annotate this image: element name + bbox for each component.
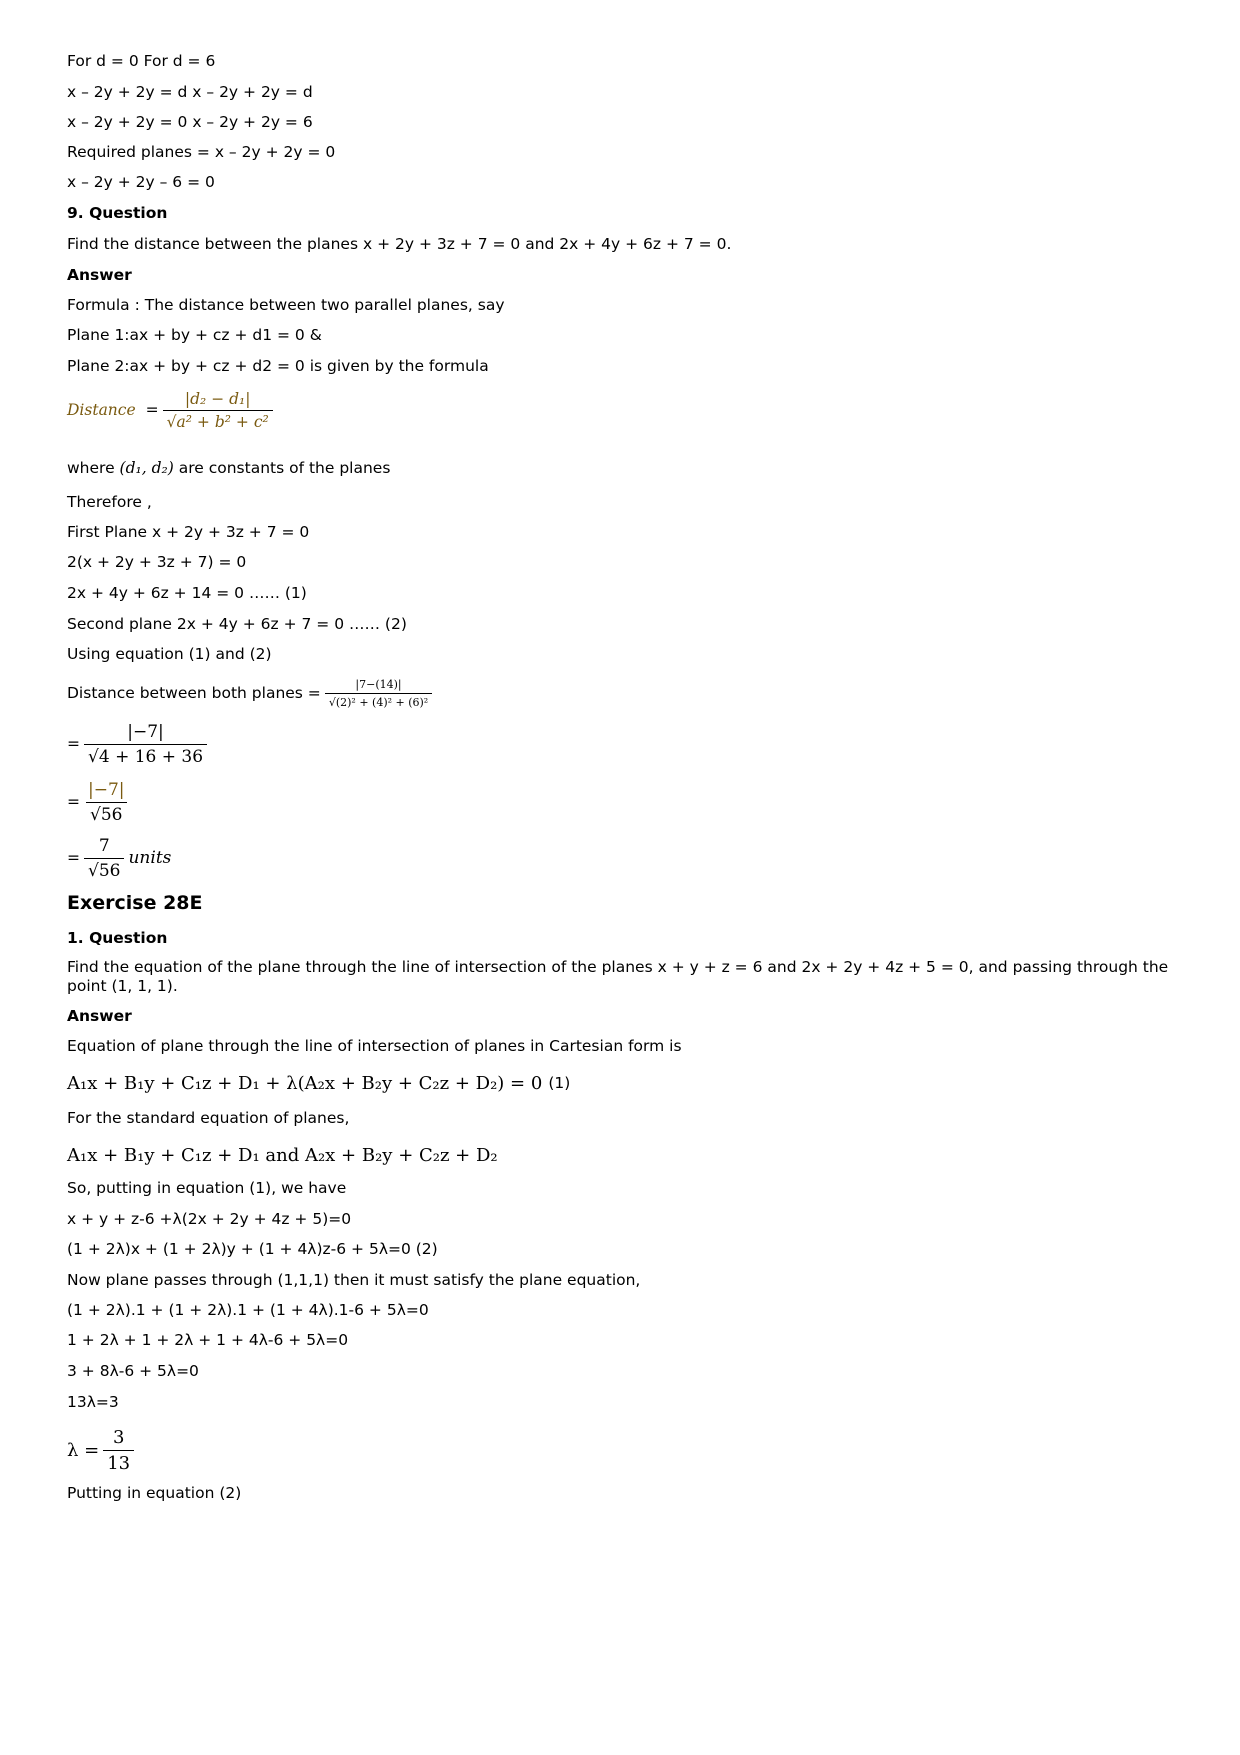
general-equation: A₁x + B₁y + C₁z + D₁ + λ(A₂x + B₂y + C₂z + D₂) = 0 [67,1072,543,1094]
text-line: x – 2y + 2y = d x – 2y + 2y = d [67,83,313,101]
step-3-numerator: 7 [98,835,110,856]
text-line: 1 + 2λ + 1 + 2λ + 1 + 4λ-6 + 5λ=0 [67,1331,349,1349]
text-line: Now plane passes through (1,1,1) then it must satisfy the plane equation, [67,1271,641,1289]
step-3-denominator [84,858,124,881]
distance-denominator [325,693,432,709]
lambda-result [67,1422,138,1478]
step-2-denominator [86,802,126,825]
step-1-fraction [84,722,207,767]
distance-between-line [67,673,436,713]
where-math: (d₁, d₂) [119,459,174,477]
lambda-fraction [103,1427,134,1474]
answer-label: Answer [67,266,132,284]
text-line: Using equation (1) and (2) [67,645,272,663]
question-title: 9. Question [67,204,168,222]
step-1 [67,718,211,770]
text-line: (1 + 2λ)x + (1 + 2λ)y + (1 + 4λ)z-6 + 5λ=0 (2) [67,1240,438,1258]
text-line: Equation of plane through the line of intersection of planes in Cartesian form is [67,1037,682,1055]
exercise-heading: Exercise 28E [67,892,203,914]
text-line: 2x + 4y + 6z + 14 = 0 …… (1) [67,584,307,602]
answer-label: Answer [67,1007,132,1025]
where-suffix: are constants of the planes [178,459,391,477]
text-line: x – 2y + 2y = 0 x – 2y + 2y = 6 [67,113,313,131]
standard-plane-equations [67,1140,498,1170]
step-2-denominator-text: 56 [100,804,123,825]
text-line: Plane 2:ax + by + cz + d2 = 0 is given by the formula [67,357,489,375]
text-line: Putting in equation (2) [67,1484,242,1502]
formula-fraction [163,390,273,431]
step-equals: = [67,793,80,811]
text-line: x – 2y + 2y – 6 = 0 [67,173,215,191]
step-1-denominator-text: 4 + 16 + 36 [98,746,204,767]
equation-tag: (1) [548,1074,571,1092]
text-line: So, putting in equation (1), we have [67,1179,347,1197]
where-line [67,458,390,478]
question-text: Find the distance between the planes x + 2y + 3z + 7 = 0 and 2x + 4y + 6z + 7 = 0. [67,235,732,253]
step-1-denominator [84,744,207,767]
formula-equals: = [145,401,159,419]
text-line: Plane 1:ax + by + cz + d1 = 0 & [67,326,322,344]
formula-denominator-text: a² + b² + c² [176,412,269,431]
step-3 [67,832,171,884]
text-line: Required planes = x – 2y + 2y = 0 [67,143,336,161]
text-line: Second plane 2x + 4y + 6z + 7 = 0 …… (2) [67,615,407,633]
formula-numerator: |d₂ − d₁| [184,389,251,408]
step-2 [67,776,133,828]
distance-fraction [325,678,432,709]
standard-equation: A₁x + B₁y + C₁z + D₁ and A₂x + B₂y + C₂z + D₂ [67,1144,498,1166]
text-line: For d = 0 For d = 6 [67,52,216,70]
lambda-numerator: 3 [112,1426,125,1448]
formula-denominator [163,410,273,431]
text-line: 13λ=3 [67,1393,119,1411]
units-label: units [128,848,172,868]
lambda-lhs: λ = [67,1439,100,1461]
text-line: For the standard equation of planes, [67,1109,350,1127]
document-page [67,0,1197,1755]
general-plane-equation [67,1068,570,1098]
question-title: 1. Question [67,929,168,947]
text-line: 2(x + 2y + 3z + 7) = 0 [67,553,247,571]
step-equals: = [67,849,80,867]
where-prefix: where [67,459,115,477]
text-line: Formula : The distance between two parallel planes, say [67,296,505,314]
step-1-numerator: |−7| [127,721,164,742]
distance-denominator-text: (2)² + (4)² + (6)² [335,695,429,709]
text-line: Therefore , [67,493,152,511]
text-line: (1 + 2λ).1 + (1 + 2λ).1 + (1 + 4λ).1-6 + 5λ=0 [67,1301,429,1319]
question-text: Find the equation of the plane through the line of intersection of the planes x + y + z = 6 and 2x + 2y + 4z + 5 = 0, and passing through the point (1, 1, 1). [67,958,1169,995]
text-line: First Plane x + 2y + 3z + 7 = 0 [67,523,310,541]
step-3-fraction [84,836,124,881]
step-equals: = [67,735,80,753]
distance-between-label: Distance between both planes = [67,684,321,702]
text-line: x + y + z-6 +λ(2x + 2y + 4z + 5)=0 [67,1210,352,1228]
text-line: 3 + 8λ-6 + 5λ=0 [67,1362,199,1380]
lambda-denominator: 13 [103,1450,134,1474]
formula-label: Distance [67,401,136,419]
step-2-numerator: |−7| [88,779,125,800]
step-2-fraction [84,780,129,825]
step-3-denominator-text: 56 [98,860,121,881]
distance-formula [67,385,277,435]
distance-numerator: |7−(14)| [355,677,402,691]
